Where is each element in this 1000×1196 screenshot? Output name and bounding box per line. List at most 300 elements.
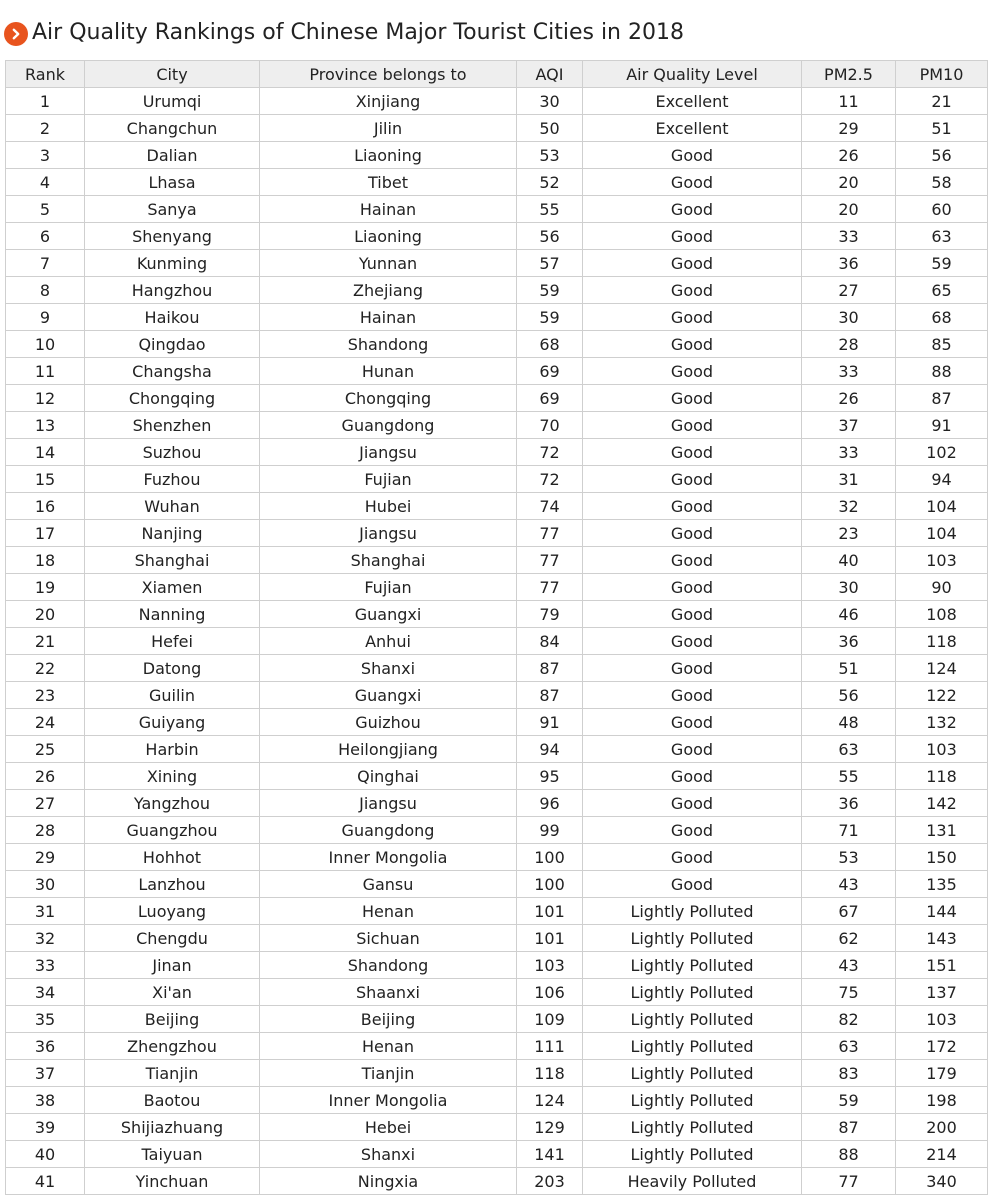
cell-air-quality-level: Good (583, 142, 802, 169)
cell-rank: 31 (6, 898, 85, 925)
cell-rank: 30 (6, 871, 85, 898)
cell-province: Shanxi (260, 655, 517, 682)
cell-province: Henan (260, 898, 517, 925)
table-row (6, 952, 988, 979)
column-header-rank: Rank (6, 61, 85, 88)
cell-province: Guangxi (260, 601, 517, 628)
cell-rank: 27 (6, 790, 85, 817)
table-row (6, 169, 988, 196)
cell-province: Hainan (260, 304, 517, 331)
cell-air-quality-level: Lightly Polluted (583, 1006, 802, 1033)
cell-province: Chongqing (260, 385, 517, 412)
cell-city: Zhengzhou (85, 1033, 260, 1060)
table-row (6, 709, 988, 736)
cell-province: Fujian (260, 466, 517, 493)
cell-pm10: 94 (896, 466, 988, 493)
cell-aqi: 72 (517, 439, 583, 466)
cell-rank: 7 (6, 250, 85, 277)
cell-pm25: 67 (802, 898, 896, 925)
cell-city: Shenzhen (85, 412, 260, 439)
table-row (6, 1006, 988, 1033)
cell-city: Beijing (85, 1006, 260, 1033)
cell-rank: 8 (6, 277, 85, 304)
table-row (6, 412, 988, 439)
cell-city: Dalian (85, 142, 260, 169)
table-row (6, 871, 988, 898)
cell-air-quality-level: Good (583, 277, 802, 304)
cell-pm25: 31 (802, 466, 896, 493)
table-row (6, 142, 988, 169)
cell-province: Guizhou (260, 709, 517, 736)
cell-city: Chengdu (85, 925, 260, 952)
cell-rank: 33 (6, 952, 85, 979)
cell-city: Shenyang (85, 223, 260, 250)
cell-pm25: 33 (802, 358, 896, 385)
cell-aqi: 109 (517, 1006, 583, 1033)
cell-pm25: 53 (802, 844, 896, 871)
cell-air-quality-level: Good (583, 709, 802, 736)
cell-pm10: 68 (896, 304, 988, 331)
cell-air-quality-level: Good (583, 547, 802, 574)
cell-pm10: 151 (896, 952, 988, 979)
cell-pm25: 87 (802, 1114, 896, 1141)
cell-province: Tibet (260, 169, 517, 196)
cell-air-quality-level: Lightly Polluted (583, 1033, 802, 1060)
cell-air-quality-level: Lightly Polluted (583, 925, 802, 952)
cell-province: Hunan (260, 358, 517, 385)
column-header-air-quality-level: Air Quality Level (583, 61, 802, 88)
cell-rank: 14 (6, 439, 85, 466)
cell-rank: 4 (6, 169, 85, 196)
cell-city: Guiyang (85, 709, 260, 736)
cell-pm10: 142 (896, 790, 988, 817)
cell-aqi: 203 (517, 1168, 583, 1195)
table-row (6, 520, 988, 547)
cell-province: Beijing (260, 1006, 517, 1033)
column-header-aqi: AQI (517, 61, 583, 88)
cell-pm10: 172 (896, 1033, 988, 1060)
cell-province: Guangxi (260, 682, 517, 709)
cell-province: Yunnan (260, 250, 517, 277)
cell-rank: 36 (6, 1033, 85, 1060)
cell-air-quality-level: Lightly Polluted (583, 898, 802, 925)
table-row (6, 844, 988, 871)
cell-rank: 37 (6, 1060, 85, 1087)
cell-pm25: 40 (802, 547, 896, 574)
table-row (6, 682, 988, 709)
cell-rank: 15 (6, 466, 85, 493)
cell-aqi: 72 (517, 466, 583, 493)
cell-pm10: 137 (896, 979, 988, 1006)
cell-city: Luoyang (85, 898, 260, 925)
cell-air-quality-level: Good (583, 358, 802, 385)
cell-rank: 25 (6, 736, 85, 763)
cell-aqi: 141 (517, 1141, 583, 1168)
cell-aqi: 69 (517, 385, 583, 412)
cell-aqi: 124 (517, 1087, 583, 1114)
cell-air-quality-level: Lightly Polluted (583, 952, 802, 979)
cell-pm25: 48 (802, 709, 896, 736)
cell-aqi: 111 (517, 1033, 583, 1060)
cell-rank: 39 (6, 1114, 85, 1141)
cell-aqi: 53 (517, 142, 583, 169)
table-row (6, 1114, 988, 1141)
cell-province: Fujian (260, 574, 517, 601)
cell-pm25: 11 (802, 88, 896, 115)
cell-rank: 12 (6, 385, 85, 412)
cell-city: Nanjing (85, 520, 260, 547)
cell-pm25: 62 (802, 925, 896, 952)
cell-province: Zhejiang (260, 277, 517, 304)
cell-pm10: 65 (896, 277, 988, 304)
cell-province: Liaoning (260, 223, 517, 250)
cell-city: Chongqing (85, 385, 260, 412)
cell-rank: 18 (6, 547, 85, 574)
cell-pm25: 43 (802, 952, 896, 979)
cell-rank: 17 (6, 520, 85, 547)
table-row (6, 385, 988, 412)
table-row (6, 277, 988, 304)
cell-air-quality-level: Good (583, 790, 802, 817)
cell-aqi: 59 (517, 304, 583, 331)
cell-rank: 5 (6, 196, 85, 223)
cell-city: Sanya (85, 196, 260, 223)
cell-pm10: 102 (896, 439, 988, 466)
cell-province: Heilongjiang (260, 736, 517, 763)
table-row (6, 1087, 988, 1114)
table-header-row (6, 61, 988, 88)
table-row (6, 466, 988, 493)
cell-pm25: 71 (802, 817, 896, 844)
cell-province: Gansu (260, 871, 517, 898)
cell-aqi: 69 (517, 358, 583, 385)
cell-province: Shandong (260, 331, 517, 358)
cell-city: Yangzhou (85, 790, 260, 817)
cell-pm10: 63 (896, 223, 988, 250)
cell-aqi: 59 (517, 277, 583, 304)
cell-pm25: 59 (802, 1087, 896, 1114)
cell-air-quality-level: Good (583, 385, 802, 412)
table-row (6, 1168, 988, 1195)
cell-pm25: 33 (802, 223, 896, 250)
table-row (6, 655, 988, 682)
cell-pm25: 33 (802, 439, 896, 466)
cell-pm10: 60 (896, 196, 988, 223)
table-row (6, 817, 988, 844)
cell-air-quality-level: Excellent (583, 115, 802, 142)
cell-air-quality-level: Good (583, 439, 802, 466)
cell-city: Changsha (85, 358, 260, 385)
cell-pm25: 88 (802, 1141, 896, 1168)
cell-city: Xiamen (85, 574, 260, 601)
cell-air-quality-level: Good (583, 844, 802, 871)
table-row (6, 250, 988, 277)
cell-rank: 38 (6, 1087, 85, 1114)
cell-city: Kunming (85, 250, 260, 277)
cell-rank: 22 (6, 655, 85, 682)
cell-air-quality-level: Heavily Polluted (583, 1168, 802, 1195)
table-row (6, 790, 988, 817)
cell-aqi: 57 (517, 250, 583, 277)
cell-pm25: 77 (802, 1168, 896, 1195)
cell-air-quality-level: Good (583, 763, 802, 790)
table-row (6, 736, 988, 763)
cell-aqi: 100 (517, 871, 583, 898)
cell-pm25: 63 (802, 1033, 896, 1060)
cell-pm25: 37 (802, 412, 896, 439)
cell-city: Yinchuan (85, 1168, 260, 1195)
cell-air-quality-level: Good (583, 493, 802, 520)
cell-rank: 21 (6, 628, 85, 655)
cell-pm25: 46 (802, 601, 896, 628)
cell-aqi: 77 (517, 520, 583, 547)
cell-pm10: 21 (896, 88, 988, 115)
cell-pm10: 124 (896, 655, 988, 682)
cell-pm25: 51 (802, 655, 896, 682)
cell-rank: 24 (6, 709, 85, 736)
cell-province: Jiangsu (260, 520, 517, 547)
cell-pm25: 82 (802, 1006, 896, 1033)
column-header-pm10: PM10 (896, 61, 988, 88)
cell-rank: 19 (6, 574, 85, 601)
cell-aqi: 96 (517, 790, 583, 817)
cell-aqi: 68 (517, 331, 583, 358)
cell-air-quality-level: Good (583, 196, 802, 223)
cell-aqi: 74 (517, 493, 583, 520)
cell-rank: 1 (6, 88, 85, 115)
table-row (6, 925, 988, 952)
cell-city: Datong (85, 655, 260, 682)
cell-pm25: 63 (802, 736, 896, 763)
cell-aqi: 101 (517, 925, 583, 952)
cell-province: Hubei (260, 493, 517, 520)
table-row (6, 898, 988, 925)
cell-pm10: 143 (896, 925, 988, 952)
cell-air-quality-level: Lightly Polluted (583, 1114, 802, 1141)
table-row (6, 493, 988, 520)
cell-province: Qinghai (260, 763, 517, 790)
cell-pm10: 91 (896, 412, 988, 439)
cell-pm25: 75 (802, 979, 896, 1006)
cell-rank: 20 (6, 601, 85, 628)
cell-pm10: 56 (896, 142, 988, 169)
cell-pm10: 122 (896, 682, 988, 709)
cell-province: Guangdong (260, 817, 517, 844)
cell-aqi: 94 (517, 736, 583, 763)
cell-pm25: 32 (802, 493, 896, 520)
column-header-province: Province belongs to (260, 61, 517, 88)
rankings-table (5, 60, 988, 1195)
cell-province: Shanghai (260, 547, 517, 574)
cell-rank: 23 (6, 682, 85, 709)
cell-air-quality-level: Good (583, 169, 802, 196)
table-row (6, 763, 988, 790)
cell-province: Hainan (260, 196, 517, 223)
cell-aqi: 30 (517, 88, 583, 115)
table-row (6, 358, 988, 385)
cell-air-quality-level: Good (583, 817, 802, 844)
cell-aqi: 77 (517, 547, 583, 574)
cell-aqi: 77 (517, 574, 583, 601)
cell-pm10: 118 (896, 763, 988, 790)
cell-pm10: 135 (896, 871, 988, 898)
column-header-city: City (85, 61, 260, 88)
cell-aqi: 106 (517, 979, 583, 1006)
cell-pm10: 118 (896, 628, 988, 655)
cell-city: Qingdao (85, 331, 260, 358)
cell-city: Lanzhou (85, 871, 260, 898)
cell-air-quality-level: Lightly Polluted (583, 1087, 802, 1114)
table-body (6, 88, 988, 1195)
cell-city: Hangzhou (85, 277, 260, 304)
cell-air-quality-level: Good (583, 250, 802, 277)
cell-rank: 41 (6, 1168, 85, 1195)
cell-pm10: 88 (896, 358, 988, 385)
cell-aqi: 56 (517, 223, 583, 250)
cell-rank: 16 (6, 493, 85, 520)
cell-air-quality-level: Good (583, 736, 802, 763)
cell-city: Haikou (85, 304, 260, 331)
cell-air-quality-level: Good (583, 628, 802, 655)
cell-pm10: 103 (896, 736, 988, 763)
cell-city: Guilin (85, 682, 260, 709)
cell-air-quality-level: Good (583, 466, 802, 493)
cell-province: Shanxi (260, 1141, 517, 1168)
cell-city: Wuhan (85, 493, 260, 520)
table-row (6, 601, 988, 628)
cell-pm25: 56 (802, 682, 896, 709)
cell-pm10: 104 (896, 493, 988, 520)
cell-pm10: 85 (896, 331, 988, 358)
table-row (6, 115, 988, 142)
cell-pm25: 30 (802, 304, 896, 331)
cell-aqi: 129 (517, 1114, 583, 1141)
cell-city: Hohhot (85, 844, 260, 871)
column-header-pm25: PM2.5 (802, 61, 896, 88)
cell-rank: 28 (6, 817, 85, 844)
cell-province: Jiangsu (260, 439, 517, 466)
table-row (6, 304, 988, 331)
cell-province: Henan (260, 1033, 517, 1060)
cell-province: Inner Mongolia (260, 1087, 517, 1114)
cell-air-quality-level: Lightly Polluted (583, 979, 802, 1006)
cell-aqi: 87 (517, 682, 583, 709)
cell-aqi: 70 (517, 412, 583, 439)
cell-pm25: 27 (802, 277, 896, 304)
cell-pm10: 179 (896, 1060, 988, 1087)
cell-city: Taiyuan (85, 1141, 260, 1168)
cell-aqi: 84 (517, 628, 583, 655)
cell-pm25: 28 (802, 331, 896, 358)
cell-air-quality-level: Good (583, 871, 802, 898)
cell-aqi: 95 (517, 763, 583, 790)
cell-air-quality-level: Good (583, 412, 802, 439)
cell-city: Tianjin (85, 1060, 260, 1087)
cell-pm25: 36 (802, 628, 896, 655)
cell-province: Shaanxi (260, 979, 517, 1006)
cell-pm25: 26 (802, 385, 896, 412)
table-row (6, 628, 988, 655)
cell-aqi: 103 (517, 952, 583, 979)
cell-city: Harbin (85, 736, 260, 763)
cell-aqi: 79 (517, 601, 583, 628)
cell-city: Nanning (85, 601, 260, 628)
cell-pm25: 83 (802, 1060, 896, 1087)
cell-aqi: 118 (517, 1060, 583, 1087)
cell-pm10: 51 (896, 115, 988, 142)
cell-aqi: 50 (517, 115, 583, 142)
cell-pm10: 144 (896, 898, 988, 925)
table-row (6, 1033, 988, 1060)
cell-air-quality-level: Good (583, 574, 802, 601)
cell-pm10: 103 (896, 547, 988, 574)
cell-aqi: 87 (517, 655, 583, 682)
cell-air-quality-level: Good (583, 655, 802, 682)
cell-rank: 26 (6, 763, 85, 790)
cell-pm10: 150 (896, 844, 988, 871)
cell-air-quality-level: Good (583, 304, 802, 331)
table-row (6, 1060, 988, 1087)
table-row (6, 88, 988, 115)
cell-pm10: 340 (896, 1168, 988, 1195)
cell-pm10: 131 (896, 817, 988, 844)
table-row (6, 223, 988, 250)
cell-pm25: 36 (802, 790, 896, 817)
cell-air-quality-level: Good (583, 601, 802, 628)
table-row (6, 574, 988, 601)
cell-rank: 3 (6, 142, 85, 169)
cell-pm25: 20 (802, 196, 896, 223)
cell-city: Xining (85, 763, 260, 790)
cell-pm10: 200 (896, 1114, 988, 1141)
cell-aqi: 52 (517, 169, 583, 196)
cell-city: Hefei (85, 628, 260, 655)
table-row (6, 547, 988, 574)
table-row (6, 439, 988, 466)
cell-pm25: 23 (802, 520, 896, 547)
cell-pm10: 198 (896, 1087, 988, 1114)
cell-aqi: 91 (517, 709, 583, 736)
cell-city: Shijiazhuang (85, 1114, 260, 1141)
cell-aqi: 101 (517, 898, 583, 925)
cell-city: Baotou (85, 1087, 260, 1114)
cell-pm10: 108 (896, 601, 988, 628)
cell-rank: 6 (6, 223, 85, 250)
cell-pm10: 132 (896, 709, 988, 736)
cell-province: Liaoning (260, 142, 517, 169)
cell-pm10: 103 (896, 1006, 988, 1033)
page-title: Air Quality Rankings of Chinese Major Tourist Cities in 2018 (32, 20, 684, 45)
cell-rank: 10 (6, 331, 85, 358)
cell-province: Shandong (260, 952, 517, 979)
cell-city: Shanghai (85, 547, 260, 574)
cell-rank: 40 (6, 1141, 85, 1168)
cell-aqi: 99 (517, 817, 583, 844)
cell-province: Xinjiang (260, 88, 517, 115)
table-row (6, 1141, 988, 1168)
cell-city: Changchun (85, 115, 260, 142)
cell-pm25: 36 (802, 250, 896, 277)
cell-rank: 34 (6, 979, 85, 1006)
cell-province: Jiangsu (260, 790, 517, 817)
cell-province: Hebei (260, 1114, 517, 1141)
cell-province: Sichuan (260, 925, 517, 952)
cell-air-quality-level: Lightly Polluted (583, 1060, 802, 1087)
cell-pm25: 30 (802, 574, 896, 601)
cell-pm10: 214 (896, 1141, 988, 1168)
cell-pm10: 90 (896, 574, 988, 601)
cell-city: Guangzhou (85, 817, 260, 844)
